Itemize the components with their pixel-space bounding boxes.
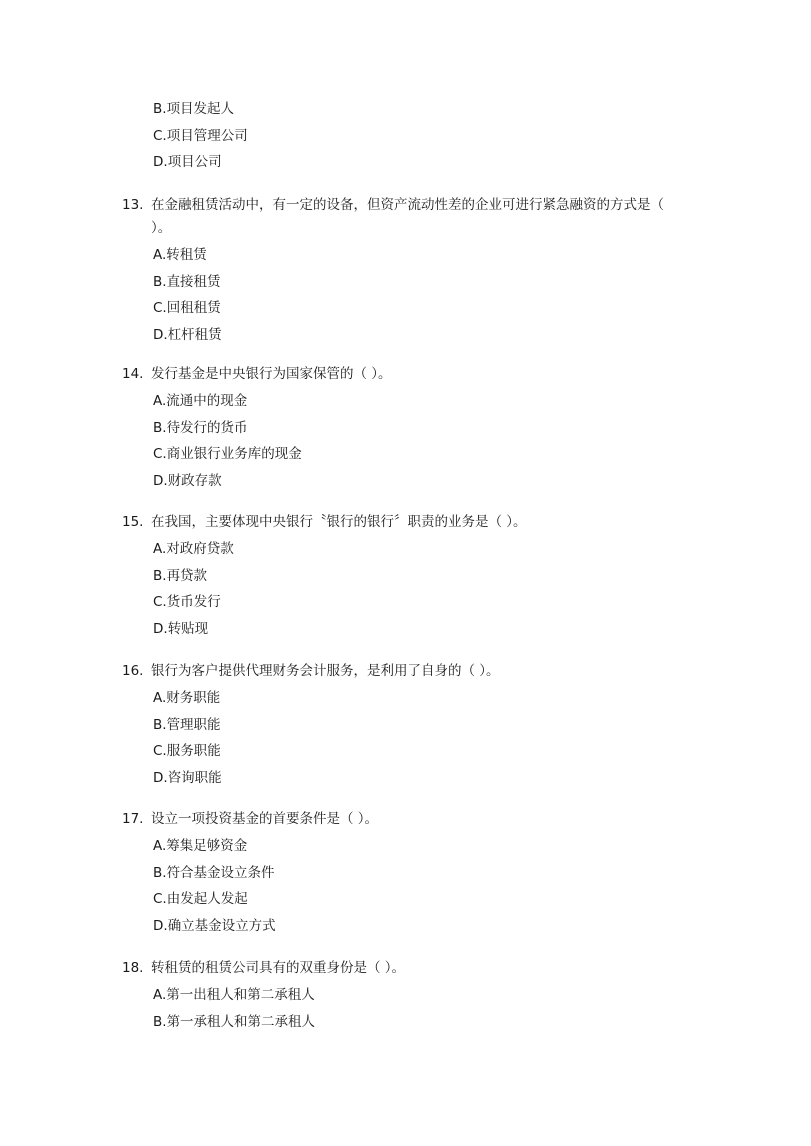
options-list [153,833,682,939]
option-item [153,712,682,739]
option-label: B. [153,273,167,290]
question-stem [122,363,682,386]
option-text: 杠杆租赁 [167,326,222,343]
option-item [153,468,682,495]
option-item [153,982,682,1009]
option-item [153,441,682,468]
option-text: 服务职能 [166,743,221,759]
option-label: C. [153,300,167,316]
option-text: 由发起人发起 [166,891,248,907]
option-item [153,860,682,887]
continued-options-list [153,96,248,176]
question-14 [122,363,682,494]
question-text: 在金融租赁活动中，有一定的设备，但资产流动性差的企业可进行紧急融资的方式是（ ）。 [151,197,664,236]
option-label: B. [153,864,167,881]
question-stem [122,194,682,240]
option-text: 直接租赁 [166,273,221,290]
question-stem [122,808,682,831]
option-label: A. [153,247,167,263]
option-text: 项目管理公司 [166,127,248,144]
option-text: 项目发起人 [166,101,235,117]
question-18 [122,957,682,1035]
option-text: 转贴现 [167,620,209,637]
option-label: B. [153,101,167,117]
option-text: 对政府贷款 [166,541,234,557]
question-number: 13. [122,197,144,213]
option-label: D. [153,917,168,934]
question-16 [122,660,682,791]
option-text: 管理职能 [166,716,221,733]
option-text: 确立基金设立方式 [167,917,276,934]
option-text: 第一出租人和第二承租人 [166,987,315,1003]
option-label: C. [153,446,167,462]
option-item [153,685,682,712]
option-text: 商业银行业务库的现金 [166,446,302,462]
option-item [153,616,682,643]
option-item [153,415,682,442]
option-label: D. [153,769,168,786]
option-item [153,123,248,150]
option-text: 待发行的货币 [166,419,248,436]
option-label: C. [153,594,167,610]
option-item [153,242,682,269]
option-text: 项目公司 [167,154,222,170]
option-text: 财政存款 [167,472,222,489]
option-text: 转租赁 [166,247,207,263]
options-list [153,536,682,642]
option-item [153,738,682,765]
option-label: B. [153,567,167,584]
question-stem [122,660,682,683]
option-item [153,149,248,176]
options-list [153,982,682,1035]
option-label: C. [153,891,167,907]
option-label: A. [153,838,167,854]
question-text: 转租赁的租赁公司具有的双重身份是（ ）。 [151,960,406,976]
option-item [153,536,682,563]
option-text: 再贷款 [166,567,208,584]
option-label: A. [153,690,167,706]
question-number: 16. [122,663,144,679]
question-text: 在我国，主要体现中央银行〝银行的银行〞职责的业务是（ ）。 [151,514,527,530]
option-label: B. [153,1013,167,1030]
option-label: A. [153,541,167,557]
option-text: 货币发行 [166,594,221,610]
option-label: C. [153,127,167,144]
option-label: D. [153,472,168,489]
option-item [153,833,682,860]
option-label: D. [153,154,168,170]
question-text: 发行基金是中央银行为国家保管的（ ）。 [151,366,392,382]
option-label: A. [153,987,167,1003]
question-17 [122,808,682,939]
question-number: 15. [122,514,144,530]
question-15 [122,511,682,642]
question-number: 18. [122,960,144,976]
option-item [153,589,682,616]
option-item [153,96,248,123]
question-stem [122,957,682,980]
option-label: A. [153,393,167,409]
options-list [153,242,682,348]
option-item [153,886,682,913]
question-13 [122,194,682,348]
question-number: 14. [122,366,144,382]
question-text: 设立一项投资基金的首要条件是（ ）。 [151,811,379,827]
option-label: B. [153,419,167,436]
option-item [153,388,682,415]
option-text: 第一承租人和第二承租人 [166,1013,316,1030]
option-text: 回租租赁 [166,300,221,316]
option-item [153,269,682,296]
option-label: C. [153,743,167,759]
option-item [153,1009,682,1036]
option-label: D. [153,620,168,637]
option-text: 符合基金设立条件 [166,864,275,881]
question-number: 17. [122,811,144,827]
option-text: 财务职能 [166,690,221,706]
option-text: 流通中的现金 [166,393,248,409]
option-item [153,295,682,322]
option-item [153,913,682,940]
option-text: 筹集足够资金 [166,838,248,854]
option-label: B. [153,716,167,733]
option-text: 咨询职能 [167,769,222,786]
option-item [153,563,682,590]
option-item [153,322,682,349]
question-stem [122,511,682,534]
option-label: D. [153,326,168,343]
options-list [153,388,682,494]
option-item [153,765,682,792]
options-list [153,685,682,791]
question-text: 银行为客户提供代理财务会计服务，是利用了自身的（ ）。 [151,663,500,679]
